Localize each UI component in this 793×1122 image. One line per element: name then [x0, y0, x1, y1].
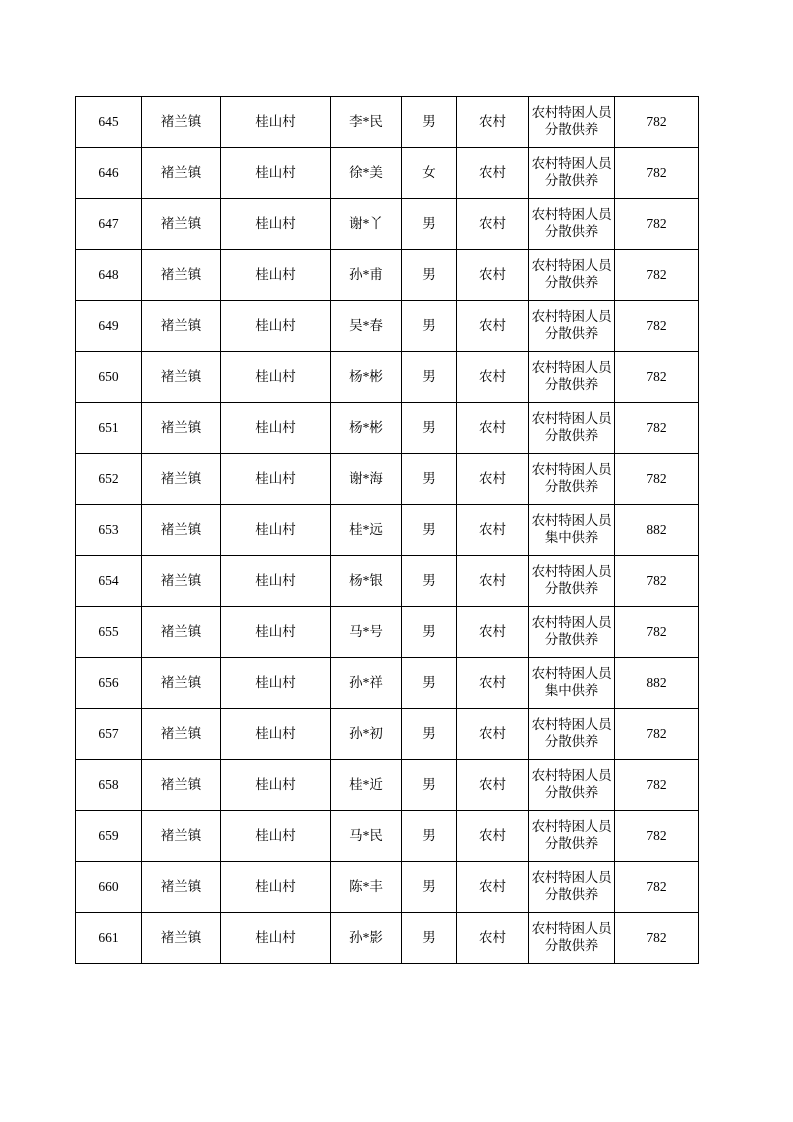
cell-sex: 男 [402, 454, 457, 505]
table-row [76, 556, 699, 607]
cell-person-name: 孙*影 [331, 913, 402, 964]
cell-serial-number: 654 [76, 556, 142, 607]
cell-town: 褚兰镇 [142, 454, 221, 505]
cell-serial-number: 659 [76, 811, 142, 862]
cell-town: 褚兰镇 [142, 862, 221, 913]
cell-town: 褚兰镇 [142, 250, 221, 301]
cell-household-type: 农村 [457, 505, 529, 556]
cell-serial-number: 647 [76, 199, 142, 250]
cell-person-name: 谢*丫 [331, 199, 402, 250]
table-row [76, 709, 699, 760]
cell-person-name: 马*号 [331, 607, 402, 658]
table-row [76, 199, 699, 250]
cell-sex: 男 [402, 913, 457, 964]
cell-assistance-category: 农村特困人员分散供养 [529, 250, 615, 301]
cell-sex: 男 [402, 811, 457, 862]
cell-sex: 男 [402, 301, 457, 352]
table-row [76, 607, 699, 658]
cell-amount: 782 [615, 862, 699, 913]
cell-assistance-category: 农村特困人员分散供养 [529, 454, 615, 505]
cell-amount: 782 [615, 556, 699, 607]
cell-serial-number: 657 [76, 709, 142, 760]
cell-person-name: 桂*近 [331, 760, 402, 811]
cell-town: 褚兰镇 [142, 352, 221, 403]
cell-town: 褚兰镇 [142, 658, 221, 709]
cell-person-name: 杨*彬 [331, 403, 402, 454]
cell-village: 桂山村 [221, 862, 331, 913]
cell-sex: 男 [402, 709, 457, 760]
cell-village: 桂山村 [221, 403, 331, 454]
cell-household-type: 农村 [457, 148, 529, 199]
cell-serial-number: 650 [76, 352, 142, 403]
cell-assistance-category: 农村特困人员集中供养 [529, 505, 615, 556]
cell-village: 桂山村 [221, 352, 331, 403]
cell-household-type: 农村 [457, 97, 529, 148]
cell-village: 桂山村 [221, 97, 331, 148]
cell-assistance-category: 农村特困人员分散供养 [529, 760, 615, 811]
cell-assistance-category: 农村特困人员分散供养 [529, 811, 615, 862]
cell-serial-number: 655 [76, 607, 142, 658]
cell-household-type: 农村 [457, 811, 529, 862]
cell-serial-number: 646 [76, 148, 142, 199]
cell-town: 褚兰镇 [142, 148, 221, 199]
cell-assistance-category: 农村特困人员分散供养 [529, 607, 615, 658]
cell-household-type: 农村 [457, 454, 529, 505]
cell-household-type: 农村 [457, 352, 529, 403]
table-row [76, 352, 699, 403]
cell-sex: 男 [402, 97, 457, 148]
cell-person-name: 杨*银 [331, 556, 402, 607]
cell-serial-number: 656 [76, 658, 142, 709]
cell-person-name: 徐*美 [331, 148, 402, 199]
cell-sex: 男 [402, 862, 457, 913]
cell-household-type: 农村 [457, 607, 529, 658]
cell-household-type: 农村 [457, 403, 529, 454]
cell-village: 桂山村 [221, 760, 331, 811]
cell-amount: 782 [615, 301, 699, 352]
cell-assistance-category: 农村特困人员分散供养 [529, 97, 615, 148]
cell-town: 褚兰镇 [142, 505, 221, 556]
table-row [76, 454, 699, 505]
cell-amount: 782 [615, 607, 699, 658]
cell-town: 褚兰镇 [142, 199, 221, 250]
cell-person-name: 桂*远 [331, 505, 402, 556]
table-row [76, 913, 699, 964]
cell-amount: 782 [615, 454, 699, 505]
cell-assistance-category: 农村特困人员分散供养 [529, 301, 615, 352]
cell-village: 桂山村 [221, 607, 331, 658]
cell-household-type: 农村 [457, 760, 529, 811]
cell-household-type: 农村 [457, 301, 529, 352]
cell-person-name: 孙*初 [331, 709, 402, 760]
cell-person-name: 马*民 [331, 811, 402, 862]
cell-household-type: 农村 [457, 658, 529, 709]
cell-sex: 男 [402, 250, 457, 301]
table-row [76, 505, 699, 556]
cell-village: 桂山村 [221, 913, 331, 964]
table-row [76, 760, 699, 811]
cell-assistance-category: 农村特困人员分散供养 [529, 556, 615, 607]
cell-sex: 女 [402, 148, 457, 199]
cell-village: 桂山村 [221, 658, 331, 709]
cell-town: 褚兰镇 [142, 760, 221, 811]
cell-serial-number: 645 [76, 97, 142, 148]
cell-sex: 男 [402, 403, 457, 454]
cell-town: 褚兰镇 [142, 97, 221, 148]
table-row [76, 97, 699, 148]
cell-assistance-category: 农村特困人员分散供养 [529, 913, 615, 964]
cell-serial-number: 661 [76, 913, 142, 964]
cell-amount: 782 [615, 811, 699, 862]
cell-town: 褚兰镇 [142, 403, 221, 454]
table-row [76, 658, 699, 709]
cell-serial-number: 651 [76, 403, 142, 454]
table-row [76, 811, 699, 862]
cell-serial-number: 649 [76, 301, 142, 352]
table-row [76, 148, 699, 199]
cell-amount: 782 [615, 97, 699, 148]
cell-town: 褚兰镇 [142, 811, 221, 862]
cell-sex: 男 [402, 505, 457, 556]
table-row [76, 250, 699, 301]
table-body [76, 97, 699, 964]
cell-serial-number: 660 [76, 862, 142, 913]
cell-town: 褚兰镇 [142, 709, 221, 760]
cell-town: 褚兰镇 [142, 301, 221, 352]
table-row [76, 301, 699, 352]
cell-sex: 男 [402, 352, 457, 403]
cell-amount: 882 [615, 658, 699, 709]
cell-household-type: 农村 [457, 862, 529, 913]
cell-amount: 782 [615, 199, 699, 250]
cell-amount: 782 [615, 352, 699, 403]
cell-person-name: 孙*祥 [331, 658, 402, 709]
cell-sex: 男 [402, 607, 457, 658]
cell-assistance-category: 农村特困人员分散供养 [529, 862, 615, 913]
cell-household-type: 农村 [457, 709, 529, 760]
cell-amount: 882 [615, 505, 699, 556]
cell-household-type: 农村 [457, 913, 529, 964]
cell-village: 桂山村 [221, 301, 331, 352]
cell-serial-number: 648 [76, 250, 142, 301]
cell-household-type: 农村 [457, 199, 529, 250]
cell-village: 桂山村 [221, 148, 331, 199]
cell-amount: 782 [615, 760, 699, 811]
cell-person-name: 陈*丰 [331, 862, 402, 913]
cell-assistance-category: 农村特困人员分散供养 [529, 403, 615, 454]
cell-assistance-category: 农村特困人员分散供养 [529, 352, 615, 403]
cell-assistance-category: 农村特困人员分散供养 [529, 709, 615, 760]
table-row [76, 862, 699, 913]
cell-sex: 男 [402, 199, 457, 250]
cell-assistance-category: 农村特困人员分散供养 [529, 148, 615, 199]
cell-village: 桂山村 [221, 811, 331, 862]
cell-assistance-category: 农村特困人员集中供养 [529, 658, 615, 709]
cell-serial-number: 658 [76, 760, 142, 811]
table-row [76, 403, 699, 454]
cell-amount: 782 [615, 709, 699, 760]
cell-town: 褚兰镇 [142, 607, 221, 658]
cell-person-name: 杨*彬 [331, 352, 402, 403]
cell-sex: 男 [402, 760, 457, 811]
cell-town: 褚兰镇 [142, 913, 221, 964]
cell-amount: 782 [615, 148, 699, 199]
cell-village: 桂山村 [221, 454, 331, 505]
cell-household-type: 农村 [457, 556, 529, 607]
cell-person-name: 孙*甫 [331, 250, 402, 301]
assistance-recipients-table [75, 96, 699, 964]
cell-person-name: 谢*海 [331, 454, 402, 505]
cell-person-name: 李*民 [331, 97, 402, 148]
cell-village: 桂山村 [221, 709, 331, 760]
cell-sex: 男 [402, 658, 457, 709]
cell-amount: 782 [615, 913, 699, 964]
cell-village: 桂山村 [221, 505, 331, 556]
cell-amount: 782 [615, 403, 699, 454]
cell-serial-number: 653 [76, 505, 142, 556]
cell-assistance-category: 农村特困人员分散供养 [529, 199, 615, 250]
cell-serial-number: 652 [76, 454, 142, 505]
cell-sex: 男 [402, 556, 457, 607]
cell-village: 桂山村 [221, 199, 331, 250]
cell-village: 桂山村 [221, 556, 331, 607]
cell-town: 褚兰镇 [142, 556, 221, 607]
cell-amount: 782 [615, 250, 699, 301]
cell-village: 桂山村 [221, 250, 331, 301]
cell-household-type: 农村 [457, 250, 529, 301]
cell-person-name: 吴*春 [331, 301, 402, 352]
